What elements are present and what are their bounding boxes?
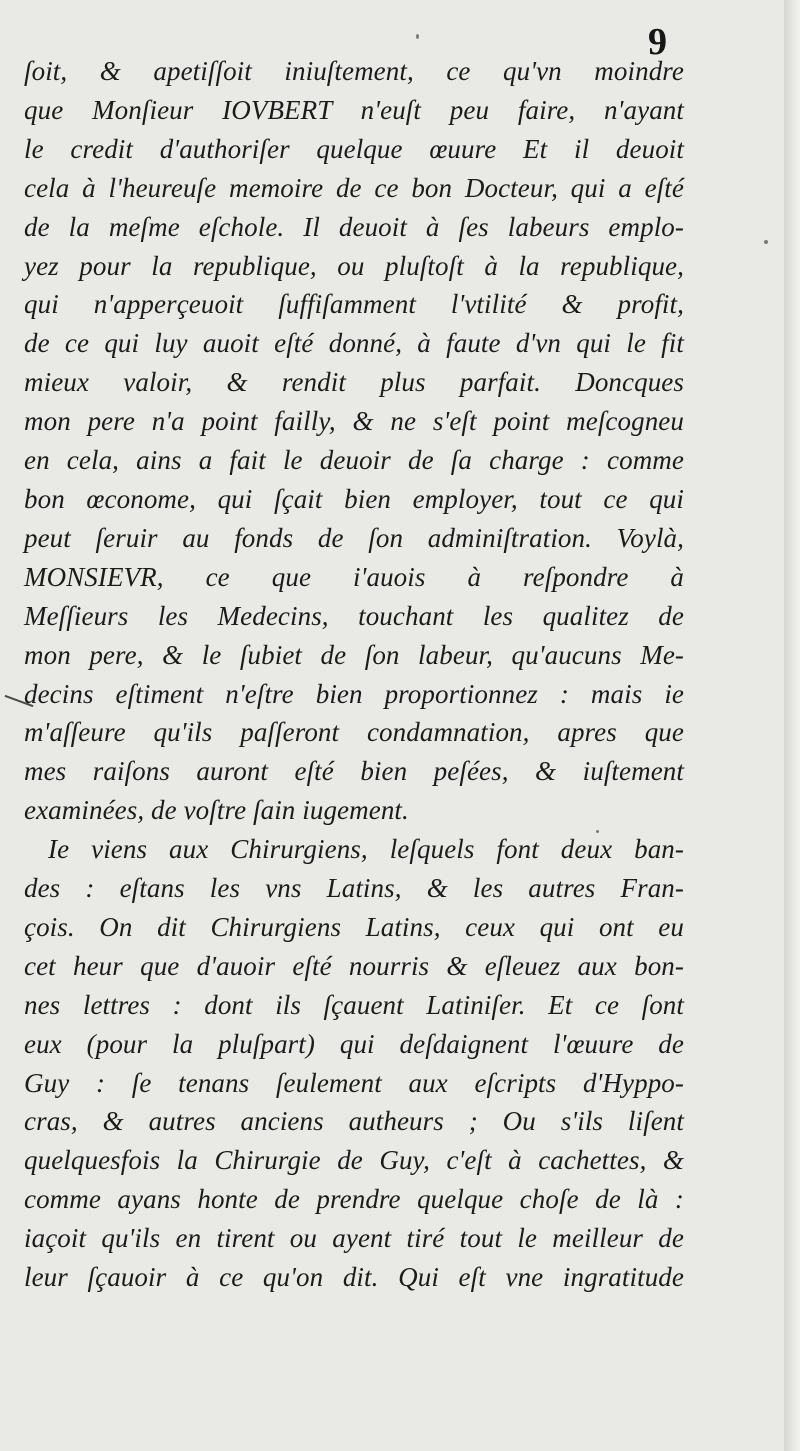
text-line: que Monſieur IOVBERT n'euſt peu faire, n'ayant <box>24 94 684 125</box>
text-line: eux (pour la pluſpart) qui deſdaignent l'œuure de <box>24 1028 684 1059</box>
text-line: mon pere n'a point failly, & ne s'eſt point meſcogneu <box>24 406 684 437</box>
text-line: cela à l'heureuſe memoire de ce bon Docteur, qui a eſté <box>24 172 684 203</box>
text-line: mon pere, & le ſubiet de ſon labeur, qu'aucuns Me- <box>24 639 684 670</box>
text-line: bon œconome, qui ſçait bien employer, tout ce qui <box>24 483 684 514</box>
text-line: Guy : ſe tenans ſeulement aux eſcripts d'Hyppo- <box>24 1067 684 1098</box>
text-line: examinées, de voſtre ſain iugement. <box>24 795 409 826</box>
page-edge-shadow <box>784 0 800 1451</box>
text-line: des : eſtans les vns Latins, & les autres Fran- <box>24 873 684 904</box>
text-line: cet heur que d'auoir eſté nourris & eſleuez aux bon- <box>24 950 684 981</box>
text-line: Ie viens aux Chirurgiens, leſquels font deux ban- <box>48 834 684 865</box>
text-line: leur ſçauoir à ce qu'on dit. Qui eſt vne ingratitude <box>24 1262 684 1293</box>
text-line: qui n'apperçeuoit ſuffiſamment l'vtilité & profit, <box>24 289 684 320</box>
text-line: comme ayans honte de prendre quelque choſe de là : <box>24 1184 684 1215</box>
text-line: le credit d'authoriſer quelque œuure Et il deuoit <box>24 133 684 164</box>
text-line: decins eſtiment n'eſtre bien proportionnez : mais ie <box>24 678 684 709</box>
text-line: peut ſeruir au fonds de ſon adminiſtration. Voylà, <box>24 522 684 553</box>
text-line: Meſſieurs les Medecins, touchant les qualitez de <box>24 600 684 631</box>
text-line: nes lettres : dont ils ſçauent Latiniſer. Et ce ſont <box>24 989 684 1020</box>
text-line: en cela, ains a fait le deuoir de ſa charge : comme <box>24 445 684 476</box>
text-line: MONSIEVR, ce que i'auois à reſpondre à <box>24 561 684 592</box>
page-number: 9 <box>648 21 667 63</box>
ink-speck <box>764 240 768 244</box>
text-line: de la meſme eſchole. Il deuoit à ſes labeurs emplo- <box>24 211 684 242</box>
text-line: yez pour la republique, ou pluſtoſt à la republique, <box>24 250 684 281</box>
text-line: ſoit, & apetiſſoit iniuſtement, ce qu'vn moindre <box>24 56 684 86</box>
text-line: quelquesfois la Chirurgie de Guy, c'eſt à cachettes, & <box>24 1145 684 1176</box>
ink-speck <box>416 34 419 39</box>
text-line: cras, & autres anciens autheurs ; Ou s'ils liſent <box>24 1106 684 1137</box>
body-text <box>24 52 684 1297</box>
text-line: çois. On dit Chirurgiens Latins, ceux qui ont eu <box>24 911 684 942</box>
text-line: iaçoit qu'ils en tirent ou ayent tiré tout le meilleur de <box>24 1223 684 1254</box>
text-line: m'aſſeure qu'ils paſſeront condamnation, apres que <box>24 717 684 748</box>
text-line: de ce qui luy auoit eſté donné, à faute d'vn qui le fit <box>24 328 684 359</box>
text-line: mes raiſons auront eſté bien peſées, & iuſtement <box>24 756 684 787</box>
text-line: mieux valoir, & rendit plus parfait. Doncques <box>24 367 684 398</box>
